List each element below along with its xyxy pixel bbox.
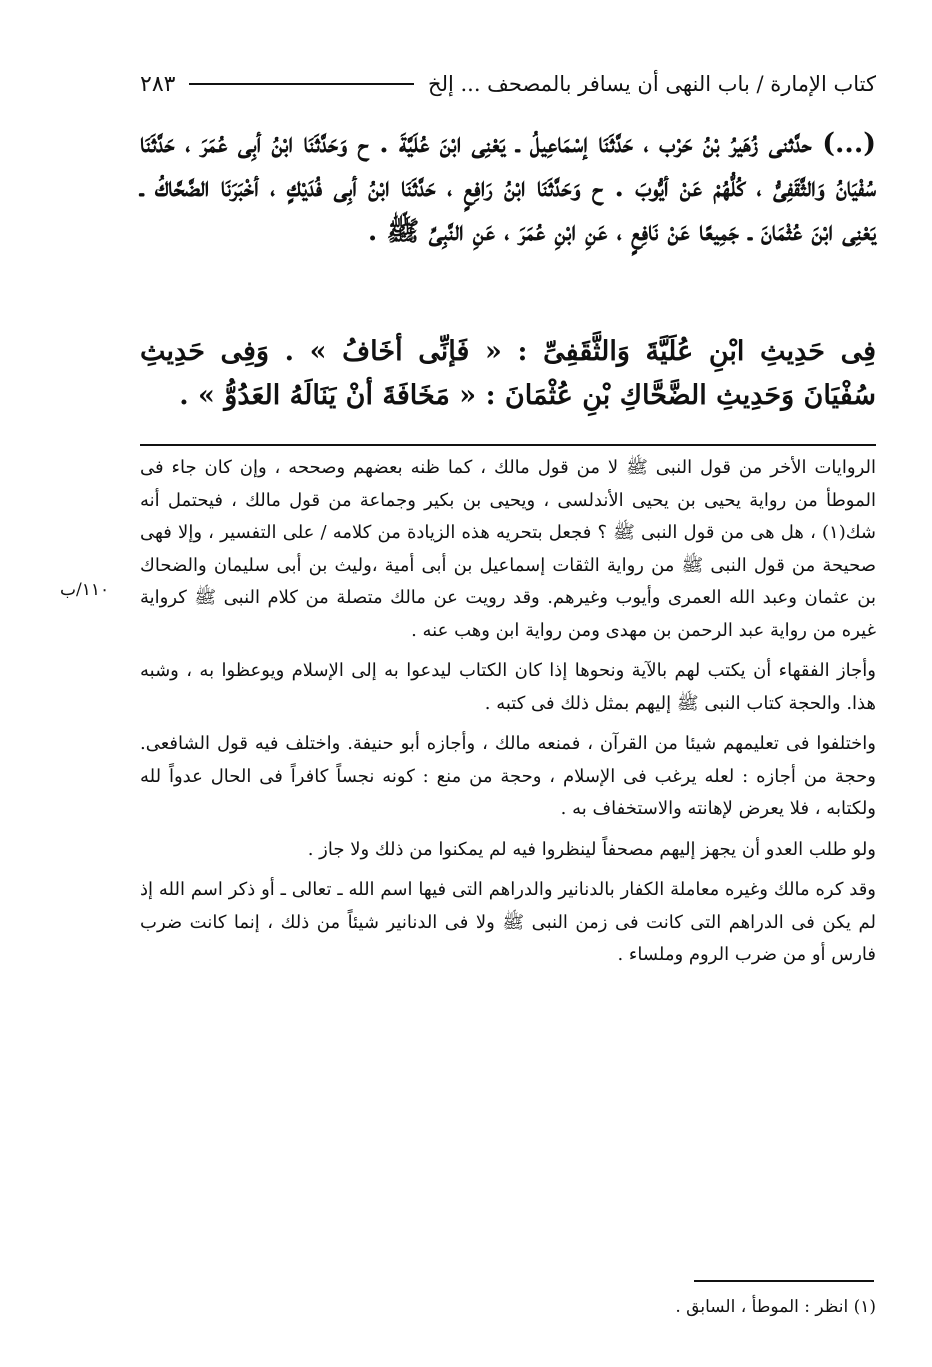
commentary-paragraph: وأجاز الفقهاء أن يكتب لهم بالآية ونحوها إذا كان الكتاب ليدعوا به إلى الإسلام ويوعظوا به ، وشبه هذا. والحجة كتاب النبى ﷺ إليهم بمثل ذلك فى كتبه . <box>140 660 876 714</box>
footnote-divider <box>694 1280 874 1282</box>
commentary-paragraph: وقد كره مالك وغيره معاملة الكفار بالدنانير والدراهم التى فيها اسم الله ـ تعالى ـ أو ذكر اسم الله إذ لم يكن فى الدراهم التى كانت فى زمن النبى ﷺ ولا فى الدنانير شيئاً من ذلك ، إنما كانت ضرب فارس أو من ضرب الروم وملساء . <box>140 879 876 965</box>
commentary-paragraph: ولو طلب العدو أن يجهز إليهم مصحفاً لينظروا فيه لم يمكنوا من ذلك ولا جاز . <box>307 838 876 860</box>
header-rule <box>189 83 414 85</box>
hadith-chain: (...) حدَّثنى زُهَيرُ بْنُ حَرْب ، حَدَّثَنَا إسْمَاعِيلُ ـ يَعْنِى ابْنَ عُلَيَّةَ . ح وَحَدَّثَنَا ابْنُ أبِى عُمَرَ ، حَدَّثَنَا سُفْيَانُ وَالثَّقَفِىُّ ، كُلُّهُمْ عَنْ أيُّوبَ . ح وَحَدَّثَنَا ابْنُ رَافِعٍ ، حَدَّثَنَا ابْنُ أبِى فُدَيْكٍ ، أخْبَرَنَا الضَّحَّاكُ ـ يَعْنِى ابْنَ عُثْمَانَ ـ جَمِيعًا عَنْ نَافِعٍ ، عَنِ ابْنِ عُمَرَ ، عَنِ النَّبِىِّ ﷺ . <box>140 128 876 247</box>
commentary-paragraph: واختلفوا فى تعليمهم شيئا من القرآن ، فمنعه مالك ، وأجازه أبو حنيفة. واختلف فيه قول الشافعى. وحجة من أجازه : لعله يرغب فى الإسلام ، وحجة من منع : كونه نجساً كافراً فى الحال عدواً لله ولكتابه ، فلا يعرض لإهانته والاستخفاف به . <box>140 733 876 819</box>
footnote: (١) انظر : الموطأ ، السابق . <box>675 1297 876 1317</box>
running-header <box>140 64 876 104</box>
section-divider <box>140 444 876 446</box>
hadith-variant: فِى حَدِيثِ ابْنِ عُلَيَّةَ وَالثَّقَفِىِّ : « فَإنِّى أخَافُ » . وَفِى حَدِيثِ سُفْيَانَ وَحَدِيثِ الضَّحَّاكِ بْنِ عُثْمَانَ : « مَخَافَةَ أنْ يَنَالَهُ العَدُوُّ » . <box>140 336 876 411</box>
page-number: ٢٨٣ <box>140 71 176 97</box>
commentary <box>140 452 876 980</box>
commentary-paragraph: الروايات الأخر من قول النبى ﷺ لا من قول مالك ، كما ظنه بعضهم وصححه ، وإن كان جاء فى الموطأ من رواية يحيى بن يحيى الأندلسى ، ويحيى بن بكير وجماعة من قول مالك ، فيحتمل أنه شك(١) ، هل هى من قول النبى ﷺ ؟ فجعل بتحريه هذه الزيادة من كلامه / على التفسير ، وإلا فهى صحيحة من قول النبى ﷺ من رواية الثقات إسماعيل بن أبى أمية ،وليث بن أبى سليمان والضحاك بن عثمان وعبد الله العمرى وأيوب وغيرهم. وقد رويت عن مالك متصلة من كلام النبى ﷺ كرواية غيره من رواية عبد الرحمن بن مهدى ومن رواية ابن وهب عنه . <box>140 457 876 641</box>
manuscript-folio-marker: ١١٠/ب <box>60 580 110 600</box>
header-title: كتاب الإمارة / باب النهى أن يسافر بالمصحف ... إلخ <box>428 72 876 96</box>
